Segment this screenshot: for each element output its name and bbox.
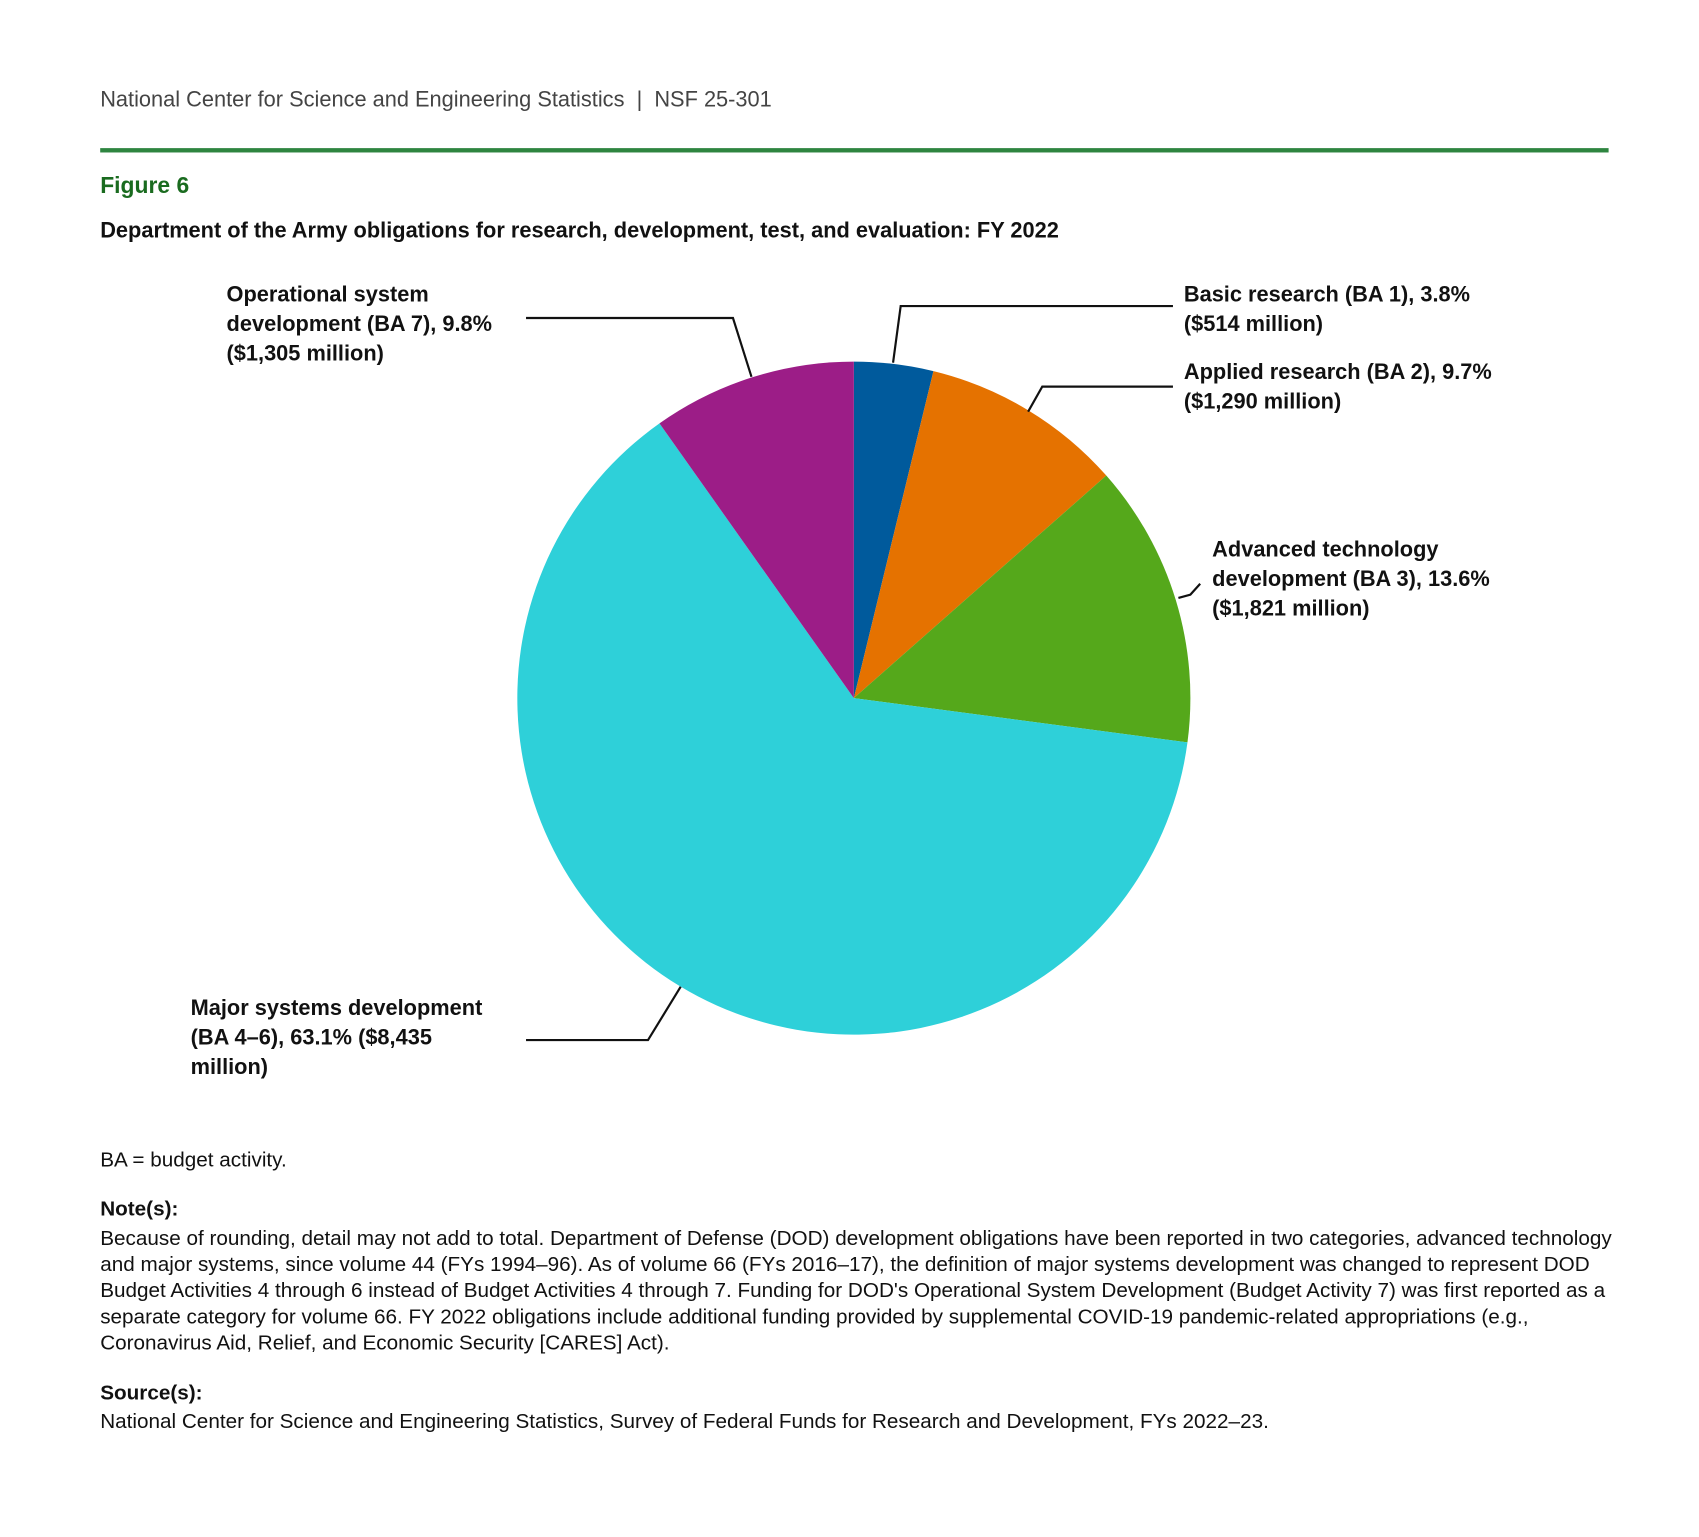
slice-label-applied-research: Applied research (BA 2), 9.7% ($1,290 million) <box>1183 360 1492 414</box>
slice-label-major-systems: Major systems development (BA 4–6), 63.1% ($8,435 million) <box>190 996 483 1080</box>
notes-heading: Note(s): <box>100 1198 179 1221</box>
figure-label: Figure 6 <box>100 173 190 199</box>
slice-label-advanced-technology: Advanced technology development (BA 3), 13.6% ($1,821 million) <box>1212 538 1490 621</box>
slice-label-basic-research: Basic research (BA 1), 3.8% ($514 million) <box>1183 283 1470 337</box>
source-heading: Source(s): <box>100 1382 203 1405</box>
abbreviation-note: BA = budget activity. <box>100 1149 287 1172</box>
chart-title: Department of the Army obligations for research, development, test, and evaluation: FY 2022 <box>100 218 1059 243</box>
leader-line-advanced-technology <box>1178 584 1200 598</box>
slice-label-operational-system: Operational system development (BA 7), 9.8% ($1,305 million) <box>226 283 493 366</box>
leader-line-operational-system <box>526 318 751 377</box>
notes-text: Because of rounding, detail may not add to total. Department of Defense (DOD) development obligations have been reported in two categories, advanced technology and major systems, since volume 44 (FYs 1994–96). As of volume 66 (FYs 2016–17), the definition of major systems development was changed to represent DOD Budget Activities 4 through 6 instead of Budget Activities 4 through 7. Funding for DOD's Operational System Development (Budget Activity 7) was first reported as a separate category for volume 66. FY 2022 obligations include additional funding provided by supplemental COVID-19 pandemic-related appropriations (e.g., Coronavirus Aid, Relief, and Economic Security [CARES] Act). <box>100 1227 1612 1355</box>
source-text: National Center for Science and Engineering Statistics, Survey of Federal Funds for Research and Development, FYs 2022–23. <box>100 1410 1269 1434</box>
report-header: National Center for Science and Engineering Statistics | NSF 25-301 <box>100 88 772 113</box>
leader-line-applied-research <box>1028 387 1173 412</box>
leader-line-basic-research <box>893 306 1173 363</box>
leader-line-major-systems <box>526 987 681 1040</box>
